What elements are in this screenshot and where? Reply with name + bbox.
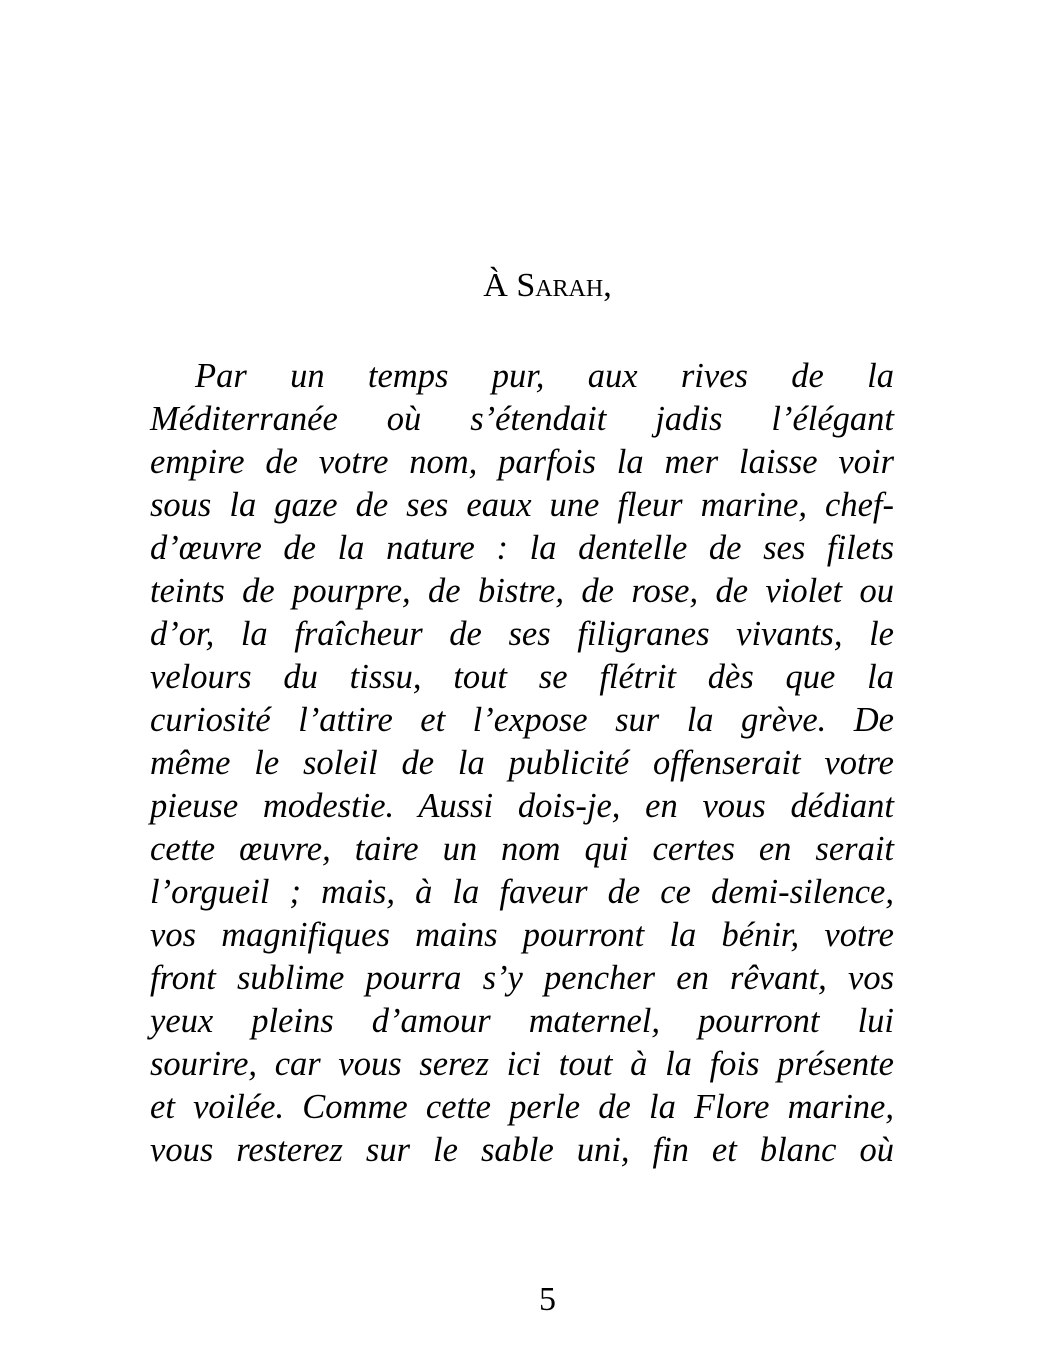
text-line: d’œuvre de la nature : la dentelle de ses filets [150, 529, 894, 567]
text-line: front sublime pourra s’y pencher en rêvant, vos [150, 959, 894, 997]
text-line: yeux pleins d’amour maternel, pourront lui [150, 1002, 894, 1040]
text-line: Par un temps pur, aux rives de la [195, 357, 894, 395]
text-line: sourire, car vous serez ici tout à la fois présente [150, 1045, 894, 1083]
text-line: vous resterez sur le sable uni, fin et blanc où [150, 1131, 894, 1169]
dedication-body [150, 355, 894, 1172]
text-line: Méditerranée où s’étendait jadis l’élégant [150, 400, 894, 438]
dedication-prefix: À [483, 267, 517, 304]
text-line: cette œuvre, taire un nom qui certes en serait [150, 830, 894, 868]
text-line: d’or, la fraîcheur de ses filigranes vivants, le [150, 615, 894, 653]
text-line: curiosité l’attire et l’expose sur la grève. De [150, 701, 894, 739]
text-line: l’orgueil ; mais, à la faveur de ce demi-silence, [150, 873, 894, 911]
text-line: même le soleil de la publicité offenserait votre [150, 744, 894, 782]
text-line: vos magnifiques mains pourront la bénir, votre [150, 916, 894, 954]
dedication-suffix: , [603, 267, 612, 304]
text-line: et voilée. Comme cette perle de la Flore marine, [150, 1088, 894, 1126]
text-line: velours du tissu, tout se flétrit dès que la [150, 658, 894, 696]
page-number: 5 [539, 1281, 556, 1318]
text-line: teints de pourpre, de bistre, de rose, de violet ou [150, 572, 894, 610]
text-line: sous la gaze de ses eaux une fleur marine, chef- [150, 486, 894, 524]
text-line: empire de votre nom, parfois la mer laisse voir [150, 443, 894, 481]
dedication-title [0, 266, 1050, 306]
dedication-name: Sarah [516, 267, 604, 304]
text-line: pieuse modestie. Aussi dois-je, en vous dédiant [150, 787, 894, 825]
